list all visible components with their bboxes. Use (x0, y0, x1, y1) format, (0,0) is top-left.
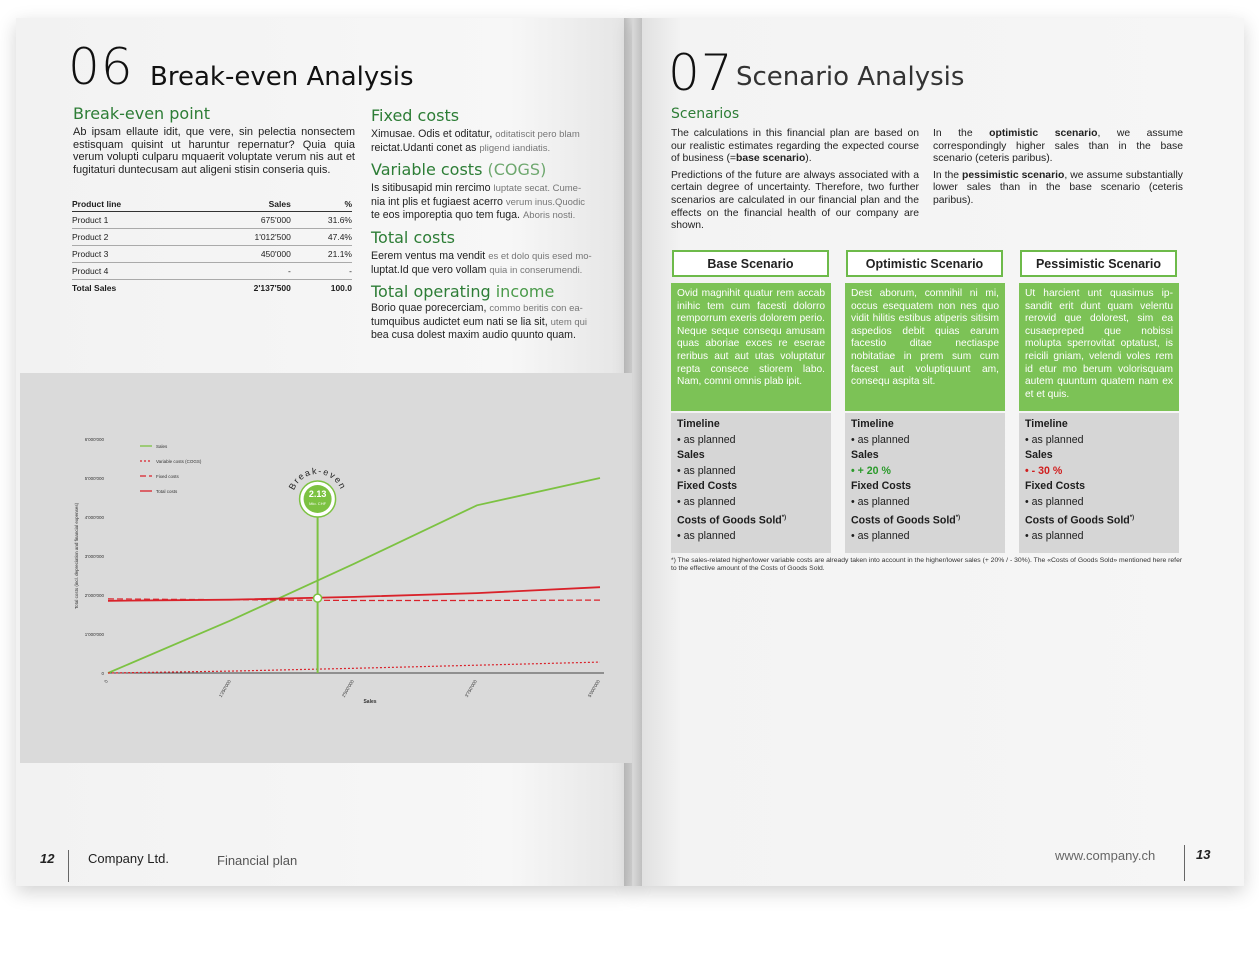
optimistic-scenario-title: Optimistic Scenario (846, 250, 1003, 277)
sales-value: • - 30 % (1025, 464, 1063, 477)
footer-website: www.company.ch (1055, 848, 1156, 863)
cell: Product 1 (72, 212, 197, 229)
cell: 450'000 (197, 246, 291, 263)
fixed-costs-label: Fixed Costs (677, 480, 738, 493)
text: Is sitibusapid min rercimo (371, 182, 491, 194)
text: reictat.Udanti conet as (371, 141, 477, 154)
fixed-costs-heading: Fixed costs (371, 106, 460, 125)
text: Variable costs (371, 160, 483, 179)
table-row (72, 246, 352, 263)
cogs-value: • as planned (1025, 529, 1084, 542)
text-light: luptate secat. Cume- (493, 183, 582, 194)
cell: - (197, 263, 291, 280)
timeline-value: • as planned (677, 433, 736, 446)
breakeven-paragraph: Ab ipsam ellaute idit, que vere, sin pelectia nonsectem estisquam quisint ut haruntur repernatur? Quia quia verum volupti culparu mquaerit voluptate verum nis aut et fugitaturi duntecusam aut aligeni stisin conseria quis. (73, 126, 355, 176)
operating-income-heading (371, 282, 554, 301)
variable-costs-heading (371, 160, 546, 179)
text: tumquibus audictet eum nati se lia sit, (371, 315, 548, 328)
series-line-3 (108, 587, 600, 601)
footer-divider (68, 850, 69, 882)
y-tick-label: 3'000'000 (84, 554, 104, 559)
variable-costs-text (371, 182, 607, 223)
base-scenario-list (671, 413, 831, 553)
text: , we assume substantially lower sales than in the base scenario (ceteris paribus). (933, 169, 1183, 206)
total-costs-heading: Total costs (371, 228, 455, 247)
y-tick-label: 2'000'000 (84, 593, 104, 598)
cell: Product 3 (72, 246, 197, 263)
legend-label: Total costs (156, 488, 178, 494)
text: Borio quae porecerciam, (371, 302, 487, 314)
breakeven-label: Break-even (286, 465, 349, 492)
y-tick-label: 6'000'000 (84, 437, 104, 442)
cell: 2'137'500 (253, 283, 291, 293)
text: , we assume correspondingly higher sales than in the base scenario (ceteris paribus). (933, 128, 1184, 165)
chapter-number-07: 07 (668, 44, 734, 102)
table-row (72, 263, 352, 280)
intro-column-1 (671, 128, 919, 233)
text: Eerem ventus ma vendit (371, 250, 486, 262)
footer-company: Company Ltd. (88, 851, 169, 866)
text: Ximusae. Odis et oditatur, (371, 128, 493, 140)
operating-income-text (371, 302, 607, 342)
legend-label: Variable costs (COGS) (156, 458, 202, 464)
y-axis-label: Total costs (incl. depreciation and financial expenses) (74, 502, 79, 610)
text: ). (805, 153, 812, 165)
breakeven-unit: Mio. CHF (309, 501, 327, 506)
intro-column-2 (933, 128, 1183, 208)
sales-label: Sales (1025, 449, 1053, 462)
breakeven-point (314, 594, 322, 602)
cogs-label (1025, 511, 1173, 529)
x-tick-label: 0 (103, 679, 109, 684)
text-light: es et dolo quis esed mo- (488, 251, 592, 262)
text: In the (933, 169, 963, 181)
base-scenario-title: Base Scenario (672, 250, 829, 277)
sales-value: • + 20 % (851, 464, 891, 477)
text: In the (933, 128, 990, 139)
cell: 47.4% (291, 229, 352, 246)
text-bold: base scenario (735, 153, 806, 165)
timeline-label: Timeline (1025, 418, 1068, 430)
text-bold: optimistic scenario (989, 128, 1098, 139)
y-tick-label: 0 (101, 671, 104, 676)
breakeven-value: 2.13 (308, 489, 327, 499)
x-axis-label: Sales (363, 699, 377, 705)
cell: Total Sales (72, 283, 117, 293)
x-tick-label: 2'500'000 (340, 679, 355, 699)
text: te eos imporeptia quo tem fuga. (371, 209, 520, 222)
y-tick-label: 5'000'000 (84, 476, 104, 481)
th-product-line: Product line (72, 197, 197, 212)
optimistic-scenario-text: Dest aborum, comnihil ni mi, occus esequatem non nes quo vidit hilitis estibus atiperis sitisim aspedios debit quias earum facestio ditae nectiaspe nobitatiae in prem sum cum facest aut voluptiquunt am, consequ aspita sit. (845, 283, 1005, 411)
text: bea cusa dolest maxim audio quunto quam. (371, 329, 576, 342)
text-light: commo beritis con ea- (489, 303, 583, 314)
timeline-value: • as planned (851, 433, 910, 446)
text: Costs of Goods Sold (677, 514, 782, 527)
text-light: pligend iandiatis. (479, 142, 551, 154)
sales-value: • as planned (677, 464, 736, 477)
th-percent: % (291, 197, 352, 212)
sales-label: Sales (851, 449, 879, 462)
text: Costs of Goods Sold (851, 514, 956, 527)
page-number-right: 13 (1196, 847, 1211, 862)
text: Total operating (371, 282, 491, 301)
breakeven-chart (20, 373, 632, 763)
x-tick-label: 1'250'000 (217, 679, 232, 699)
cell: 100.0 (330, 283, 352, 293)
footer-doc-name: Financial plan (217, 853, 298, 868)
footnote-marker: *) (781, 514, 787, 521)
optimistic-scenario-list (845, 413, 1005, 553)
cogs-label (677, 511, 825, 529)
text: luptat.Id que vero vollam (371, 263, 487, 276)
base-scenario-text: Ovid magnihit quatur rem accab inihic tem cum facesti dolorro remporrum exeris dolorem perio. Neque seque consequ amusam quas aboriae exces re eserae reribus aut aut utas voluptatur repta consece stiorem labo. Nam, comni omnis plab ipit. (671, 283, 831, 411)
y-tick-label: 4'000'000 (84, 515, 104, 520)
text: nia int plis et fugiaest acerro (371, 195, 503, 208)
page-number-left: 12 (40, 851, 55, 866)
th-sales: Sales (197, 197, 291, 212)
text-light: verum inus.Quodic (505, 196, 586, 208)
series-line-1 (108, 662, 600, 673)
chapter-title-scenario: Scenario Analysis (736, 62, 965, 92)
cell: 21.1% (291, 246, 352, 263)
footnote-marker: *) (1129, 514, 1135, 521)
chapter-number-06: 06 (68, 38, 134, 96)
text: The calculations in this financial plan are based on our realistic estimates regarding the expected course of business (= (671, 128, 919, 165)
series-line-0 (108, 478, 600, 673)
x-tick-label: 3'750'000 (463, 679, 478, 699)
fixed-costs-text (371, 128, 607, 155)
total-costs-text (371, 250, 607, 277)
breakeven-heading: Break-even point (73, 104, 211, 123)
text-light: oditatiscit pero blam (495, 129, 580, 140)
table-total-row (72, 280, 352, 297)
fixed-costs-value: • as planned (677, 495, 736, 508)
scenarios-heading: Scenarios (671, 106, 740, 122)
product-line-table (72, 197, 352, 296)
table-row (72, 229, 352, 246)
intro-paragraph-3 (933, 128, 1183, 166)
pessimistic-scenario-title: Pessimistic Scenario (1020, 250, 1177, 277)
intro-paragraph-4 (933, 170, 1183, 208)
timeline-label: Timeline (677, 418, 720, 430)
x-tick-label: 5'000'000 (586, 679, 601, 699)
chart-panel (20, 373, 632, 763)
sales-label: Sales (677, 449, 705, 462)
text-light: income (495, 282, 555, 301)
pessimistic-scenario-text: Ut harcient unt quasimus ipsandit erit dunt quam velentu rerovid que dolorest, sim ea cusaepreped que nobissi molupta sperrovitat optatust, is reicili gniam, velendi voles rem id etur mo berum volorisquam autem quuntum quatem nam ex et et quis. (1019, 283, 1179, 411)
cogs-label (851, 511, 999, 529)
table-row (72, 212, 352, 229)
timeline-value: • as planned (1025, 433, 1084, 446)
fixed-costs-value: • as planned (851, 495, 910, 508)
legend-label: Sales (156, 443, 168, 449)
cell: 1'012'500 (197, 229, 291, 246)
fixed-costs-label: Fixed Costs (851, 480, 912, 493)
cogs-value: • as planned (677, 529, 736, 542)
cell: Product 4 (72, 263, 197, 280)
text-paren: (COGS) (487, 160, 547, 179)
text-light: quia in conserumendi. (489, 264, 583, 276)
fixed-costs-label: Fixed Costs (1025, 480, 1086, 493)
cell: - (291, 263, 352, 280)
y-tick-label: 1'000'000 (84, 632, 104, 637)
cell: Product 2 (72, 229, 197, 246)
timeline-label: Timeline (851, 418, 894, 430)
legend-label: Fixed costs (156, 473, 179, 479)
text: Costs of Goods Sold (1025, 514, 1130, 527)
intro-paragraph-1 (671, 128, 919, 166)
scenario-footnote: *) The sales-related higher/lower variable costs are already taken into account in the higher/lower sales (+ 20% / - 30%). The «Costs of Goods Sold» mentioned here refer to the effective amount of the Costs of Goods Sold. (671, 557, 1183, 573)
pessimistic-scenario-list (1019, 413, 1179, 553)
text-light: utem qui (550, 316, 588, 328)
footnote-marker: *) (955, 514, 961, 521)
table-header-row (72, 197, 352, 212)
chapter-title-breakeven: Break-even Analysis (150, 62, 414, 92)
cell: 31.6% (291, 212, 352, 229)
intro-paragraph-2: Predictions of the future are always associated with a certain degree of uncertainty. Therefore, two further scenarios are calculated in our financial plan and the effects on the financial health of our company are shown. (671, 169, 919, 232)
footer-divider-right (1184, 845, 1185, 881)
cogs-value: • as planned (851, 529, 910, 542)
text-light: Aboris nosti. (522, 210, 576, 222)
text-bold: pessimistic scenario (962, 169, 1065, 181)
cell: 675'000 (197, 212, 291, 229)
product-table-wrap (72, 197, 352, 296)
fixed-costs-value: • as planned (1025, 495, 1084, 508)
